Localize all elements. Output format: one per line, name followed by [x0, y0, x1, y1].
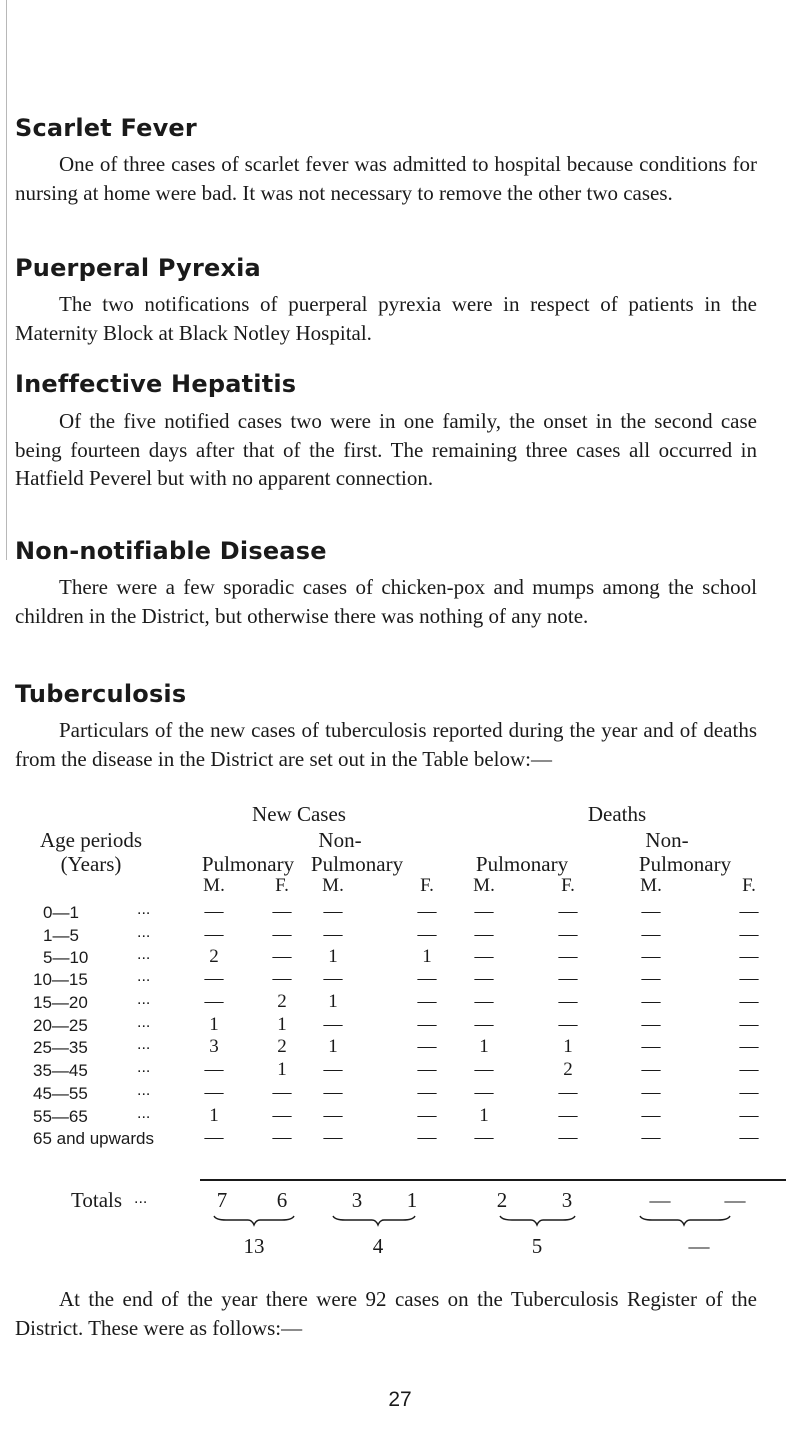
col-f-3: F. [561, 875, 575, 896]
heading-puerperal-pyrexia: Puerperal Pyrexia [15, 254, 261, 282]
col-m-1: M. [203, 875, 225, 896]
heading-non-notifiable-disease: Non-notifiable Disease [15, 537, 327, 565]
header-pulmonary-2: Pulmonary [310, 852, 404, 876]
row-leader: ... [137, 1036, 151, 1053]
cell: — [558, 946, 578, 967]
cell: — [204, 901, 224, 922]
brace-new-pulmonary [214, 1216, 294, 1225]
cell: 2 [563, 1059, 573, 1080]
header-pulmonary-1: Pulmonary [201, 852, 295, 876]
cell: — [323, 1059, 343, 1080]
cell: 3 [209, 1036, 219, 1057]
row-label: 5—10 [43, 948, 89, 967]
cell: — [204, 1059, 224, 1080]
brace-deaths-pulmonary [500, 1216, 575, 1225]
cell: — [558, 991, 578, 1012]
cell: — [272, 1127, 292, 1148]
row-leader: ... [137, 901, 151, 918]
header-years: (Years) [60, 852, 122, 876]
cell: — [474, 1127, 494, 1148]
cell: 1 [563, 1036, 573, 1057]
paragraph-ineffective-hepatitis: Of the five notified cases two were in one family, the onset in the second case being fourteen days after that of the first. The remaining three cases all occurred in Hatfield Peverel but with no apparent connection. [15, 409, 757, 490]
col-f-1: F. [275, 875, 289, 896]
cell: — [204, 968, 224, 989]
cell: — [417, 968, 437, 989]
row-label: 20—25 [33, 1016, 88, 1035]
row-leader: ... [137, 1105, 151, 1122]
heading-tuberculosis: Tuberculosis [15, 680, 187, 708]
row-leader: ... [137, 1059, 151, 1076]
header-age-periods: Age periods [39, 828, 143, 852]
row-leader: ... [137, 946, 151, 963]
cell: — [558, 1127, 578, 1148]
row-leader: ... [134, 1190, 148, 1207]
cell: — [323, 1082, 343, 1103]
cell: — [641, 1082, 661, 1103]
cell: — [558, 1082, 578, 1103]
heading-scarlet-fever: Scarlet Fever [15, 114, 197, 142]
total-cell: 1 [406, 1188, 418, 1212]
cell: — [474, 924, 494, 945]
cell: — [739, 1036, 759, 1057]
cell: 1 [277, 1059, 287, 1080]
cell: — [474, 991, 494, 1012]
total-cell: 3 [351, 1188, 363, 1212]
cell: 1 [277, 1014, 287, 1035]
col-f-4: F. [742, 875, 756, 896]
col-m-4: M. [640, 875, 662, 896]
cell: — [641, 968, 661, 989]
cell: — [417, 1127, 437, 1148]
total-cell: 2 [496, 1188, 508, 1212]
row-leader: ... [137, 968, 151, 985]
cell: — [204, 924, 224, 945]
totals-label: Totals [71, 1188, 123, 1212]
paragraph-register: At the end of the year there were 92 cases on the Tuberculosis Register of the District. These were as follows:— [15, 1287, 757, 1340]
cell: — [417, 924, 437, 945]
cell: — [417, 1105, 437, 1126]
total-cell: 6 [276, 1188, 288, 1212]
cell: — [641, 1014, 661, 1035]
row-label: 15—20 [33, 993, 88, 1012]
cell: — [641, 924, 661, 945]
cell: — [739, 946, 759, 967]
cell: 1 [479, 1036, 489, 1057]
cell: — [558, 901, 578, 922]
cell: — [739, 924, 759, 945]
cell: — [474, 946, 494, 967]
cell: — [204, 1127, 224, 1148]
cell: 1 [328, 946, 338, 967]
paragraph-puerperal-pyrexia: The two notifications of puerperal pyrexia were in respect of patients in the Maternity Block at Black Notley Hospital. [15, 292, 757, 345]
paragraph-non-notifiable-disease: There were a few sporadic cases of chicken-pox and mumps among the school children in the District, but otherwise there was nothing of any note. [15, 575, 757, 628]
cell: — [558, 1014, 578, 1035]
brace-deaths-non-pulmonary [640, 1216, 730, 1225]
cell: — [272, 1082, 292, 1103]
cell: — [272, 946, 292, 967]
cell: — [739, 991, 759, 1012]
grand-total-new-pulmonary: 13 [243, 1234, 265, 1258]
cell: — [739, 1105, 759, 1126]
cell: 1 [422, 946, 432, 967]
cell: — [417, 901, 437, 922]
cell: — [474, 1082, 494, 1103]
row-label: 55—65 [33, 1107, 88, 1126]
cell: — [272, 924, 292, 945]
row-label: 65 and upwards [33, 1129, 154, 1148]
cell: — [323, 1014, 343, 1035]
paragraph-tuberculosis: Particulars of the new cases of tuberculosis reported during the year and of deaths from the disease in the District are set out in the Table below:— [15, 718, 757, 771]
cell: — [739, 901, 759, 922]
cell: — [272, 1105, 292, 1126]
grand-total-deaths-pulmonary: 5 [531, 1234, 543, 1258]
cell: — [272, 968, 292, 989]
row-leader: ... [137, 991, 151, 1008]
cell: — [474, 1059, 494, 1080]
cell: — [417, 991, 437, 1012]
cell: — [417, 1036, 437, 1057]
cell: — [204, 1082, 224, 1103]
cell: — [641, 1059, 661, 1080]
row-label: 1—5 [43, 926, 79, 945]
col-f-2: F. [420, 875, 434, 896]
total-cell: 7 [216, 1188, 228, 1212]
cell: — [739, 1059, 759, 1080]
col-m-2: M. [322, 875, 344, 896]
row-label: 10—15 [33, 970, 88, 989]
total-cell: 3 [561, 1188, 573, 1212]
row-label: 25—35 [33, 1038, 88, 1057]
row-leader: ... [137, 1082, 151, 1099]
header-pulmonary-3: Pulmonary [475, 852, 569, 876]
paragraph-scarlet-fever: One of three cases of scarlet fever was admitted to hospital because conditions for nursing at home were bad. It was not necessary to remove the other two cases. [15, 152, 757, 205]
cell: — [641, 1105, 661, 1126]
total-cell: — [649, 1188, 671, 1212]
cell: — [323, 901, 343, 922]
header-non-1: Non- [318, 828, 362, 852]
cell: — [641, 1036, 661, 1057]
header-deaths: Deaths [587, 802, 647, 826]
header-pulmonary-4: Pulmonary [638, 852, 732, 876]
cell: — [641, 946, 661, 967]
row-label: 45—55 [33, 1084, 88, 1103]
cell: — [323, 924, 343, 945]
cell: — [474, 901, 494, 922]
brace-new-non-pulmonary [333, 1216, 415, 1225]
cell: — [417, 1014, 437, 1035]
cell: — [558, 1105, 578, 1126]
grand-total-new-non-pulmonary: 4 [372, 1234, 384, 1258]
cell: — [558, 924, 578, 945]
cell: — [272, 901, 292, 922]
cell: — [641, 1127, 661, 1148]
cell: — [558, 968, 578, 989]
total-cell: — [724, 1188, 746, 1212]
cell: 2 [209, 946, 219, 967]
cell: 1 [209, 1014, 219, 1035]
cell: 2 [277, 1036, 287, 1057]
cell: 2 [277, 991, 287, 1012]
cell: — [417, 1082, 437, 1103]
header-non-2: Non- [645, 828, 689, 852]
cell: — [323, 1127, 343, 1148]
cell: — [204, 991, 224, 1012]
cell: — [739, 1014, 759, 1035]
cell: — [739, 1082, 759, 1103]
cell: 1 [479, 1105, 489, 1126]
row-label: 0—1 [43, 903, 79, 922]
grand-total-deaths-non-pulmonary: — [688, 1234, 710, 1258]
cell: — [323, 1105, 343, 1126]
cell: 1 [328, 1036, 338, 1057]
cell: — [641, 991, 661, 1012]
cell: — [739, 968, 759, 989]
row-leader: ... [137, 1014, 151, 1031]
cell: — [739, 1127, 759, 1148]
cell: — [417, 1059, 437, 1080]
heading-ineffective-hepatitis: Ineffective Hepatitis [15, 370, 297, 398]
col-m-3: M. [473, 875, 495, 896]
cell: — [323, 968, 343, 989]
row-label: 35—45 [33, 1061, 88, 1080]
cell: — [474, 1014, 494, 1035]
cell: — [474, 968, 494, 989]
cell: 1 [328, 991, 338, 1012]
row-leader: ... [137, 924, 151, 941]
header-new-cases: New Cases [252, 802, 346, 826]
cell: — [641, 901, 661, 922]
cell: 1 [209, 1105, 219, 1126]
page-number: 27 [388, 1388, 412, 1411]
